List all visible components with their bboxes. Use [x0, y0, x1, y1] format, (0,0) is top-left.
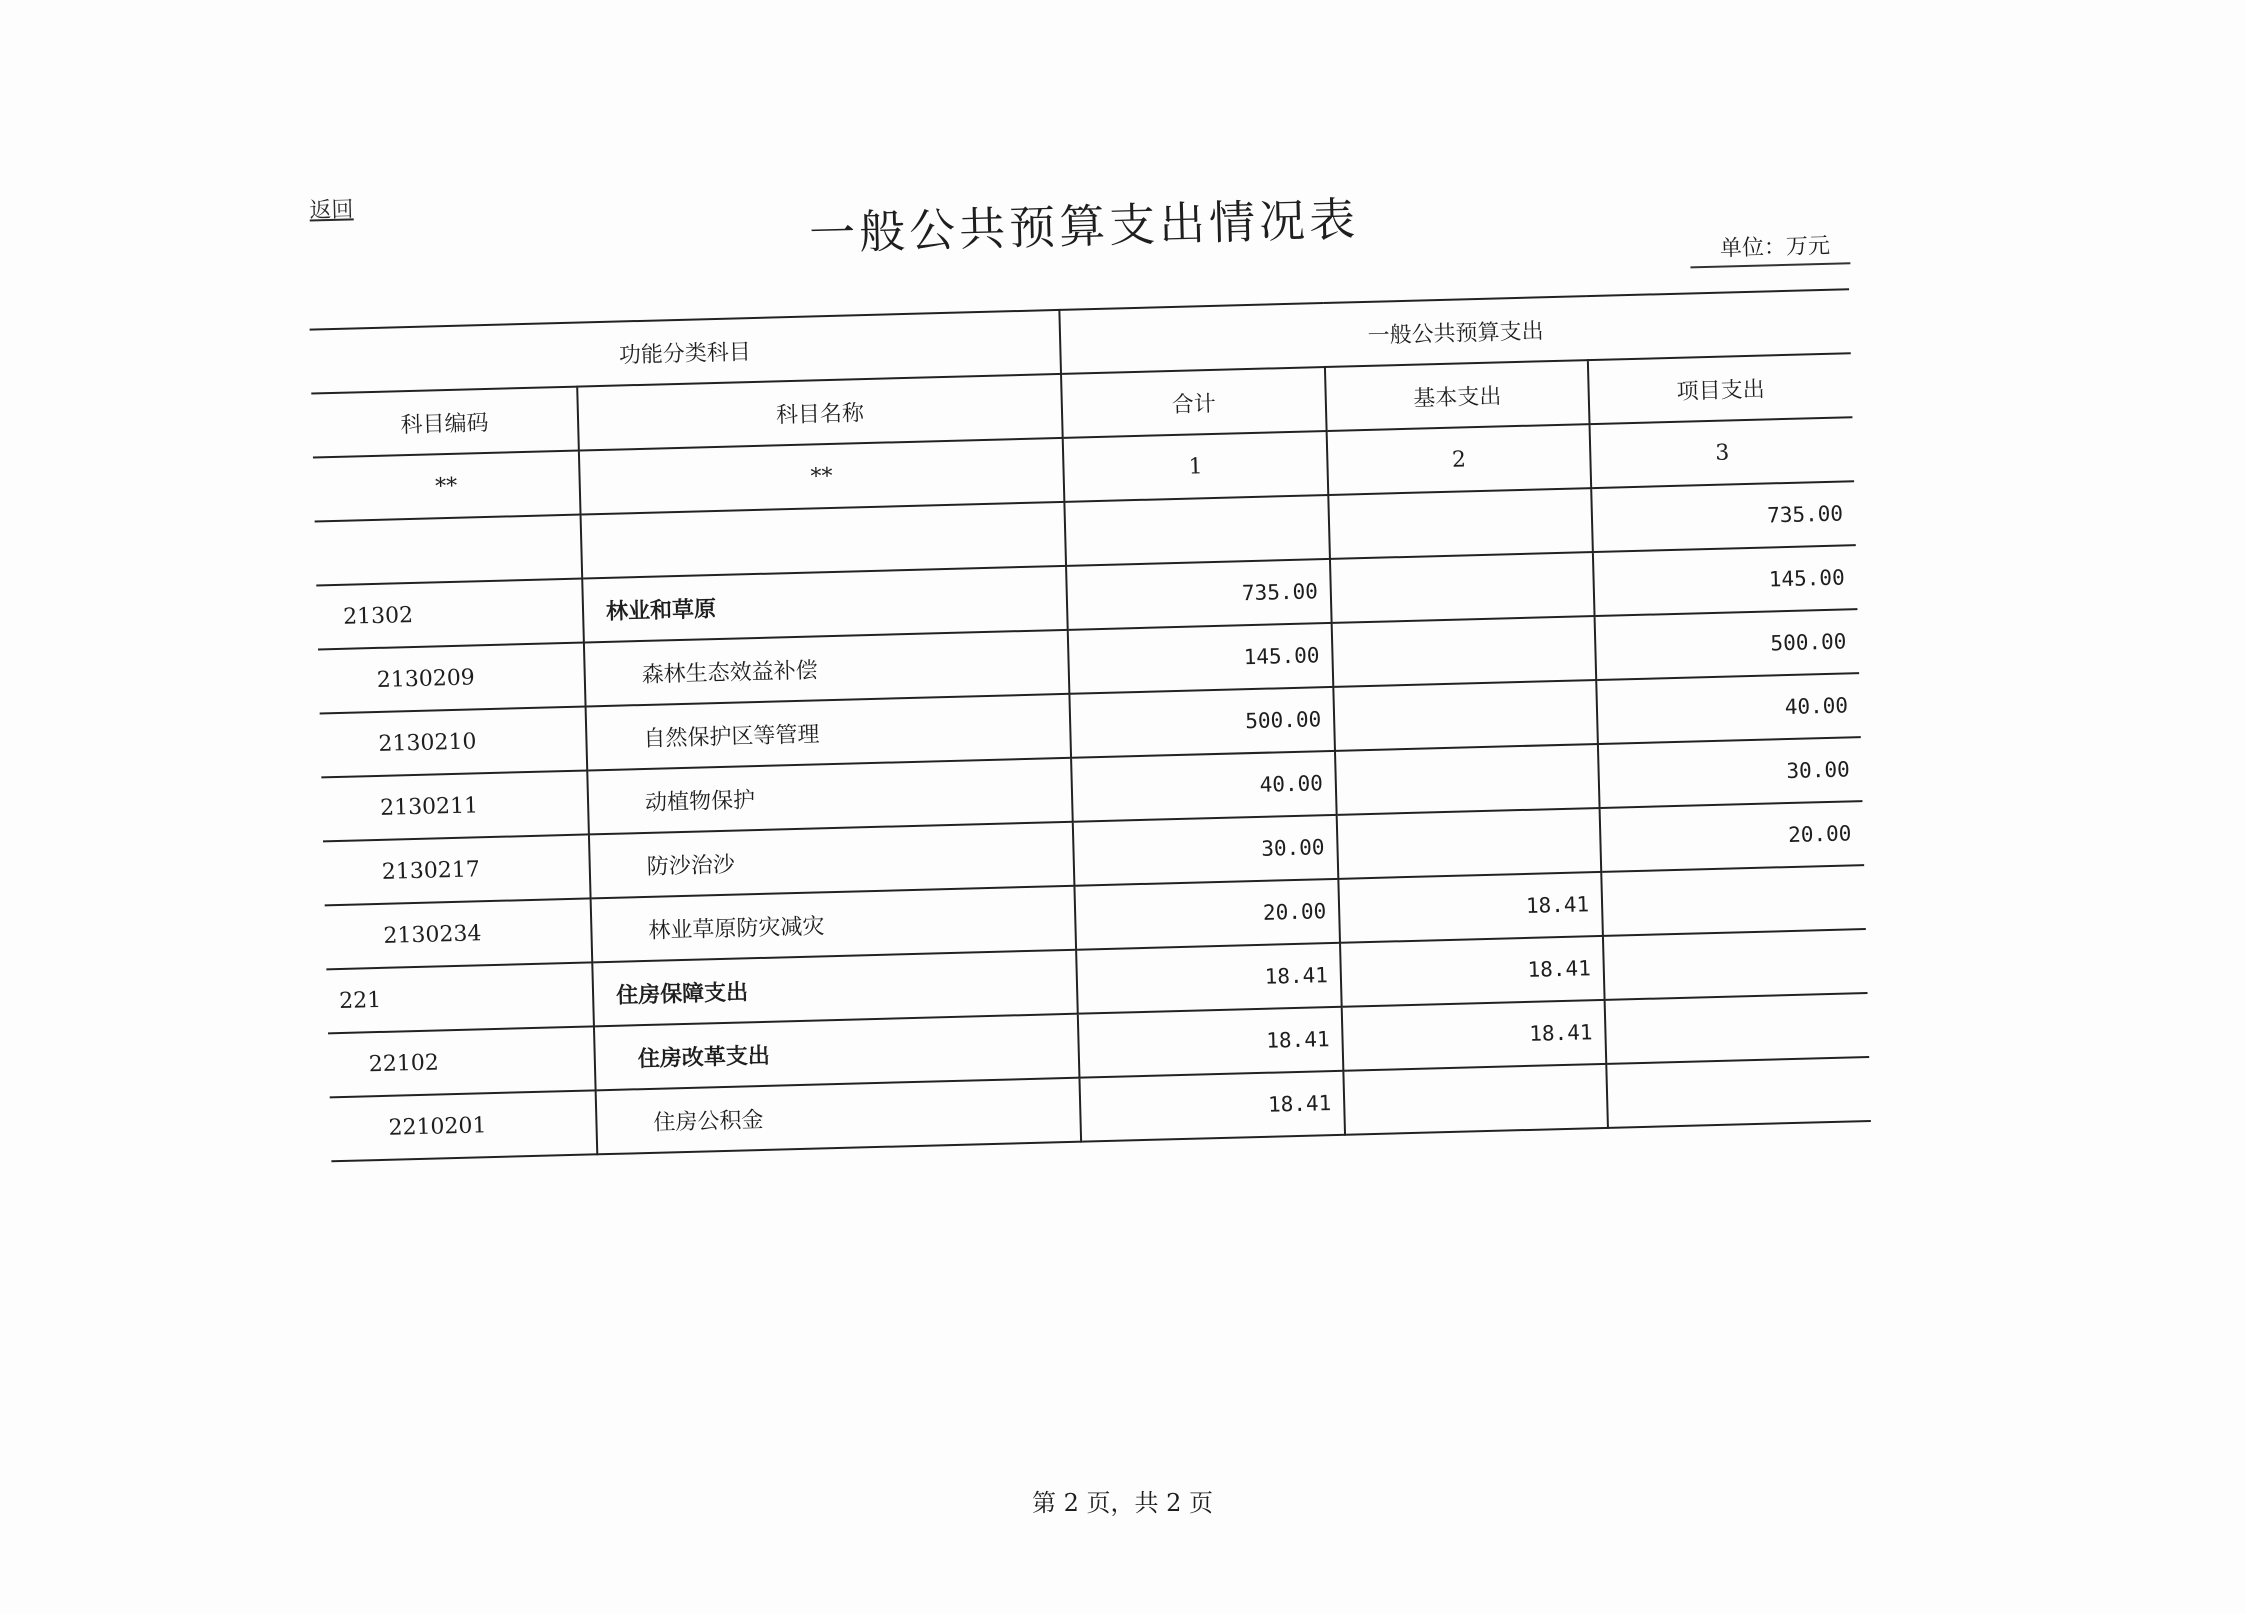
index-total: 1 — [1063, 431, 1329, 502]
row-name: 林业和草原 — [582, 566, 1068, 643]
row-name: 住房公积金 — [596, 1078, 1082, 1155]
row-total: 145.00 — [1068, 623, 1334, 694]
row-project: 145.00 — [1593, 545, 1858, 616]
row-basic — [1335, 744, 1600, 815]
header-basic: 基本支出 — [1325, 360, 1590, 431]
row-code: 2130209 — [318, 643, 586, 714]
page-footer: 第 2 页，共 2 页 — [1031, 1489, 1214, 1517]
header-project: 项目支出 — [1588, 353, 1853, 424]
row-project — [1606, 1057, 1871, 1128]
row-project: 30.00 — [1598, 737, 1863, 808]
back-link[interactable]: 返回 — [309, 197, 354, 224]
row-total: 18.41 — [1076, 943, 1342, 1014]
row-project — [1601, 865, 1866, 936]
header-function-class: 功能分类科目 — [310, 310, 1061, 394]
row-basic — [1337, 808, 1602, 879]
row-name: 林业草原防灾减灾 — [591, 886, 1077, 963]
row-total: 735.00 — [1066, 559, 1332, 630]
row-code: 2130217 — [323, 834, 591, 905]
row-name: 防沙治沙 — [589, 822, 1075, 899]
header-general-budget: 一般公共预算支出 — [1059, 289, 1850, 374]
index-code: ** — [313, 451, 581, 522]
unit-label: 单位：万元 — [1719, 233, 1831, 262]
row-total — [1064, 495, 1330, 566]
header-total: 合计 — [1061, 367, 1327, 438]
row-basic — [1343, 1064, 1608, 1135]
unit-rule — [1690, 262, 1850, 268]
index-name: ** — [579, 438, 1065, 515]
row-total: 30.00 — [1073, 815, 1339, 886]
row-total: 18.41 — [1079, 1071, 1345, 1142]
row-project: 500.00 — [1595, 609, 1860, 680]
row-code: 22102 — [328, 1026, 596, 1097]
row-total: 18.41 — [1078, 1007, 1344, 1078]
row-code: 2210201 — [330, 1090, 598, 1161]
row-basic — [1333, 680, 1598, 751]
header-code: 科目编码 — [311, 387, 579, 458]
row-project: 735.00 — [1591, 481, 1856, 552]
page-title: 一般公共预算支出情况表 — [808, 192, 1360, 261]
row-total: 40.00 — [1071, 751, 1337, 822]
row-basic: 18.41 — [1340, 936, 1605, 1007]
row-total: 20.00 — [1074, 879, 1340, 950]
row-basic: 18.41 — [1338, 872, 1603, 943]
index-project: 3 — [1590, 417, 1855, 488]
row-code: 221 — [326, 962, 594, 1033]
row-code: 21302 — [316, 579, 584, 650]
row-total: 500.00 — [1069, 687, 1335, 758]
row-basic — [1330, 552, 1595, 623]
row-project: 20.00 — [1600, 801, 1865, 872]
header-name: 科目名称 — [577, 374, 1063, 451]
row-project: 40.00 — [1596, 673, 1861, 744]
row-basic — [1332, 616, 1597, 687]
row-project — [1605, 993, 1870, 1064]
row-basic — [1328, 488, 1593, 559]
row-code: 2130210 — [320, 706, 588, 777]
budget-table — [310, 288, 1871, 1162]
row-name: 自然保护区等管理 — [586, 694, 1072, 771]
row-name: 住房改革支出 — [594, 1014, 1080, 1091]
row-code: 2130211 — [321, 770, 589, 841]
row-project — [1603, 929, 1868, 1000]
row-basic: 18.41 — [1342, 1000, 1607, 1071]
row-code — [315, 515, 583, 586]
row-name: 森林生态效益补偿 — [584, 630, 1070, 707]
row-name: 动植物保护 — [587, 758, 1073, 835]
index-basic: 2 — [1327, 424, 1592, 495]
row-code: 2130234 — [325, 898, 593, 969]
row-name: 住房保障支出 — [592, 950, 1078, 1027]
